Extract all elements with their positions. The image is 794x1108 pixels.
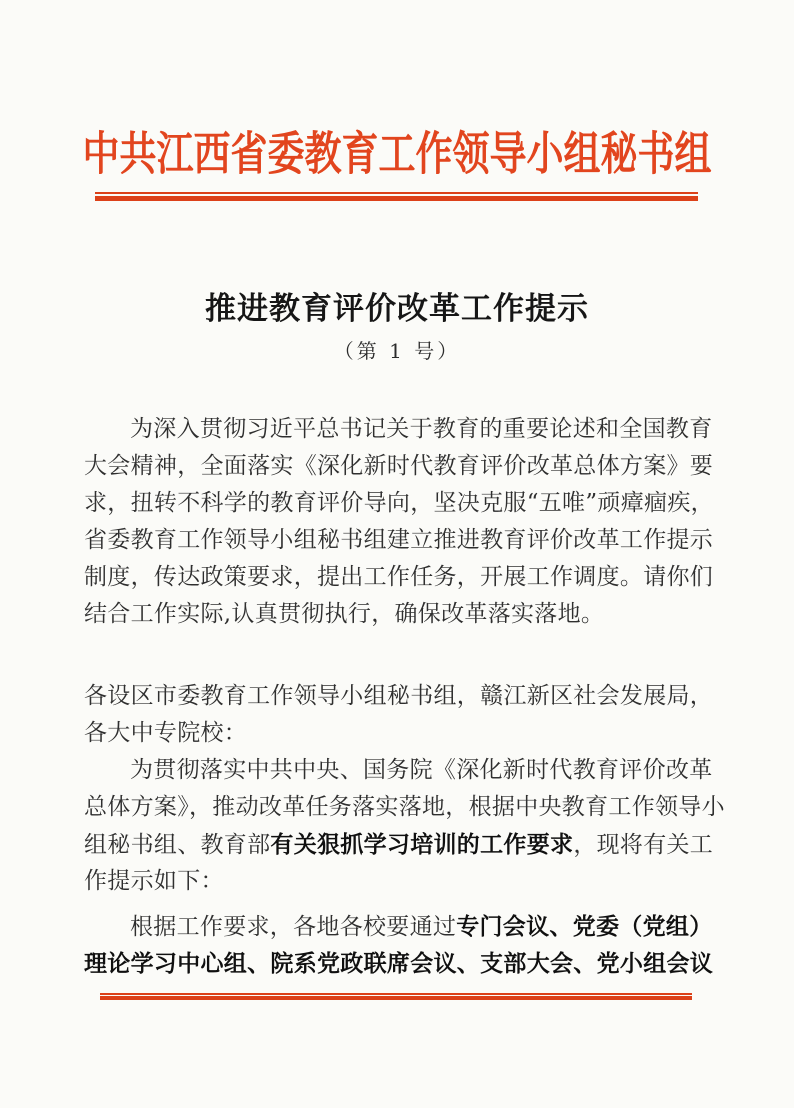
body-line xyxy=(84,411,716,448)
body-line xyxy=(84,826,716,863)
body-line xyxy=(84,789,725,826)
body-text: 为深入贯彻习近平总书记关于教育的重要论述和全国教育 xyxy=(130,416,713,442)
body-line xyxy=(84,522,716,559)
body-text: 结合工作实际,认真贯彻执行，确保改革落实落地。 xyxy=(84,601,605,627)
body-text: ，现将有关工 xyxy=(573,832,714,858)
body-text: 省委教育工作领导小组秘书组建立推进教育评价改革工作提示 xyxy=(84,527,714,553)
document-title: 推进教育评价改革工作提示 xyxy=(205,291,589,327)
body-line xyxy=(84,863,716,900)
body-line xyxy=(84,559,716,596)
letterhead-divider xyxy=(95,192,698,201)
body-text: 为贯彻落实中共中央、国务院《深化新时代教育评价改革 xyxy=(130,757,713,783)
body-text: 求，扭转不科学的教育评价导向，坚决克服“五唯”顽瘴痼疾， xyxy=(84,490,714,516)
body-text: 大会精神，全面落实《深化新时代教育评价改革总体方案》要 xyxy=(84,453,714,479)
body-line xyxy=(84,945,716,982)
body-line xyxy=(84,596,716,633)
body-text: 制度，传达政策要求，提出工作任务，开展工作调度。请你们 xyxy=(84,564,714,590)
body-text: 各大中专院校： xyxy=(84,720,248,746)
body-text: 总体方案》，推动改革任务落实落地，根据中央教育工作领导小 xyxy=(84,794,725,820)
body-line xyxy=(84,678,716,715)
body-text-bold: 专门会议、党委（党组） xyxy=(456,913,713,940)
document-number: （第 1 号） xyxy=(333,339,461,363)
body-text: 各设区市委教育工作领导小组秘书组，赣江新区社会发展局， xyxy=(84,683,714,709)
body-line xyxy=(84,715,716,752)
body-line xyxy=(84,485,716,522)
body-text-bold: 有关狠抓学习培训的工作要求 xyxy=(270,831,574,858)
body-text-bold: 理论学习中心组、院系党政联席会议、支部大会、党小组会议 xyxy=(84,950,714,977)
letterhead-org-name: 中共江西省委教育工作领导小组秘书组 xyxy=(82,125,712,181)
body-line xyxy=(84,752,716,789)
body-text: 组秘书组、教育部 xyxy=(84,832,271,858)
footer-divider xyxy=(100,993,692,1000)
body-text: 根据工作要求，各地各校要通过 xyxy=(130,914,457,940)
body-text: 作提示如下： xyxy=(84,868,224,894)
document-body xyxy=(84,411,725,982)
body-line xyxy=(84,908,716,945)
body-line xyxy=(84,448,716,485)
